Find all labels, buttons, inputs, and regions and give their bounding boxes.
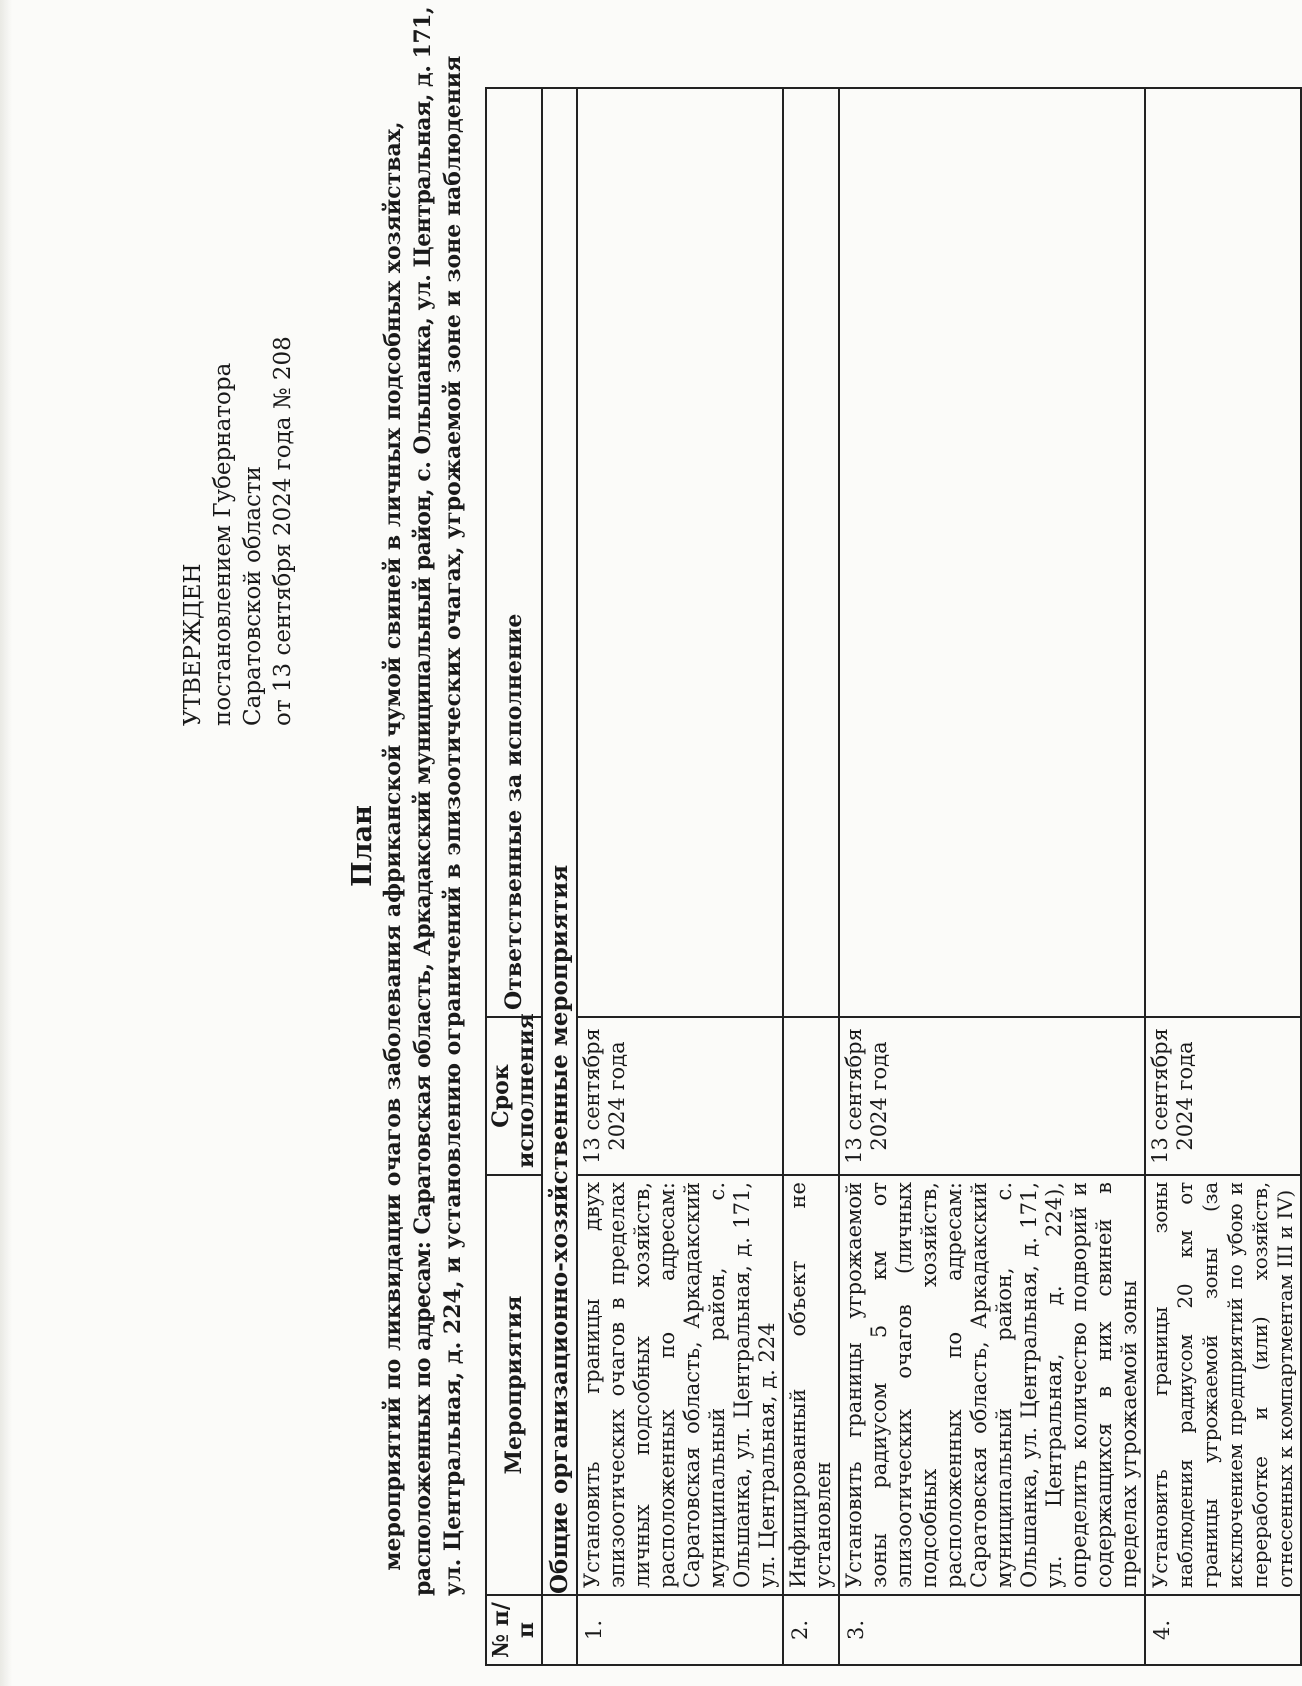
title-line: мероприятий по ликвидации очагов заболевания африканской чумой свиней в личных подсобных хозяйствах, [380,121,406,1571]
section-title: Общие организационно-хозяйственные мероприятия [542,88,577,1595]
table-row [783,88,839,1665]
approval-heading: УТВЕРЖДЕН [180,563,206,726]
header-num: № п/п [486,1595,542,1665]
row-activity: Установить границы зоны наблюдения радиусом 20 км от границы угрожаемой зоны (за исключением предприятий по убою и переработке и (или) хозяйств, отнесенных к компартментам III и IV) [1145,1175,1301,1595]
row-responsible [783,88,839,1017]
title-line: ул. Центральная, д. 224, и установлению ограничений в эпизоотических очагах, угрожаемой зоне и зоне наблюдения [440,55,466,1596]
title-plan: План [347,805,378,887]
approval-line: постановлением Губернатора [210,362,236,726]
row-term: 13 сентября 2024 года [1145,1017,1301,1175]
row-activity: Инфицированный объект не установлен [783,1175,839,1595]
row-num: 1. [577,1595,783,1665]
header-activity: Мероприятия [486,1175,542,1595]
table-row [839,88,1145,1665]
row-term [783,1017,839,1175]
document-title [347,6,468,1596]
row-responsible [577,88,783,1017]
header-term: Срок исполнения [486,1017,542,1175]
row-term: 13 сентября 2024 года [577,1017,783,1175]
approval-line: Саратовской области [240,466,266,726]
row-responsible [839,88,1145,1017]
plan-table [485,87,1302,1666]
section-num [542,1595,577,1665]
table-header-row [486,88,542,1665]
row-num: 4. [1145,1595,1301,1665]
row-num: 3. [839,1595,1145,1665]
row-responsible [1145,88,1301,1017]
row-num: 2. [783,1595,839,1665]
approval-stamp [178,206,298,726]
title-line: расположенных по адресам: Саратовская область, Аркадакский муниципальный район, с. Ольшанка, ул. Центральная, д. 171, [410,6,436,1596]
table-row [1145,88,1301,1665]
section-row [542,88,577,1665]
approval-date: от 13 сентября 2024 года № 208 [270,336,296,726]
row-activity: Установить границы двух эпизоотических очагов в пределах личных подсобных хозяйств, расположенных по адресам: Саратовская область, Аркадакский муниципальный район, с. Ольшанка, ул. Центральная, д. 171, ул. Центральная, д. 224 [577,1175,783,1595]
row-term: 13 сентября 2024 года [839,1017,1145,1175]
table-row [577,88,783,1665]
row-activity: Установить границы угрожаемой зоны радиусом 5 км от эпизоотических очагов (личных подсобных хозяйств, расположенных по адресам: Саратовская область, Аркадакский муниципальный район, с. Ольшанка, ул. Центральная, д. 171, ул. Центральная, д. 224), определить количество подворий и содержащихся в них свиней в пределах угрожаемой зоны [839,1175,1145,1595]
header-responsible: Ответственные за исполнение [486,88,542,1017]
